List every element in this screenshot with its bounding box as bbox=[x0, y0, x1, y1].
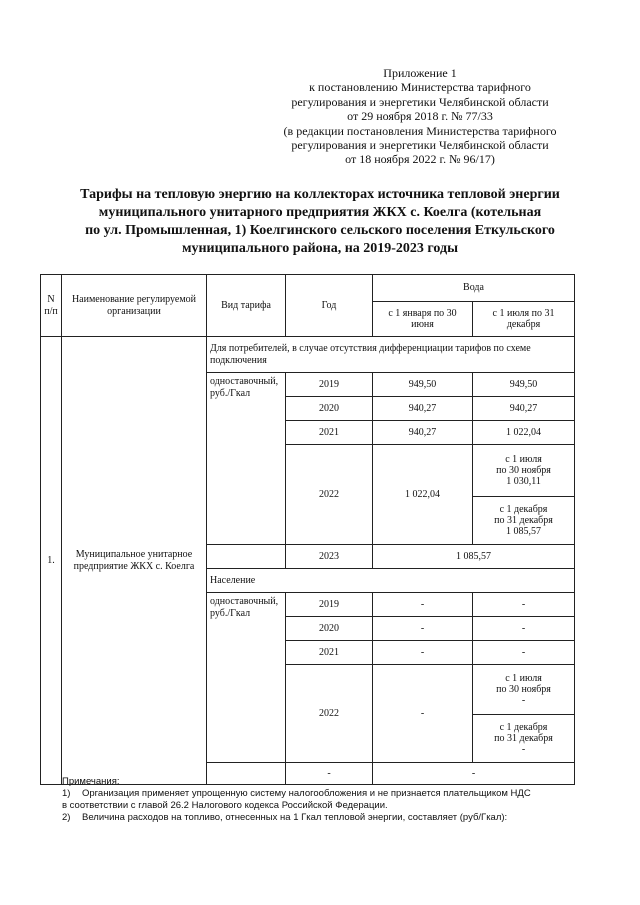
group2-label: Население bbox=[207, 569, 575, 593]
year-cell: 2019 bbox=[286, 373, 373, 397]
row-number: 1. bbox=[41, 337, 62, 785]
subperiod-to: по 31 декабря bbox=[494, 515, 553, 526]
annex-line: к постановлению Министерства тарифного bbox=[309, 80, 531, 95]
subperiod-cell bbox=[473, 715, 575, 763]
value-cell: - bbox=[473, 593, 575, 617]
value-cell: 1 022,04 bbox=[373, 445, 473, 545]
annex-line: регулирования и энергетики Челябинской области bbox=[291, 94, 549, 109]
subperiod-from: с 1 декабря bbox=[499, 504, 548, 515]
year-cell: 2021 bbox=[286, 641, 373, 665]
year-cell: 2023 bbox=[286, 545, 373, 569]
annex-line: от 29 ноября 2018 г. № 77/33 bbox=[347, 109, 493, 124]
note-item bbox=[62, 800, 602, 812]
subperiod-from: с 1 июля bbox=[505, 673, 542, 684]
value-cell: 949,50 bbox=[373, 373, 473, 397]
year-cell: 2022 bbox=[286, 665, 373, 763]
document-title bbox=[20, 186, 620, 258]
header-period-1: с 1 января по 30 июня bbox=[373, 302, 473, 337]
subperiod-value: - bbox=[521, 695, 526, 706]
note-text: Организация применяет упрощенную систему налогообложения и не признается плательщиком НДС bbox=[82, 788, 531, 799]
subperiod-from: с 1 декабря bbox=[499, 722, 548, 733]
subperiod-value: 1 085,57 bbox=[506, 526, 541, 537]
subperiod-value: - bbox=[521, 744, 526, 755]
note-number: 1) bbox=[62, 788, 71, 799]
value-cell: - bbox=[373, 641, 473, 665]
annex-line: Приложение 1 bbox=[383, 66, 457, 80]
organization-name: Муниципальное унитарное предприятие ЖКХ с. Коелга bbox=[62, 337, 207, 785]
annex-line: регулирования и энергетики Челябинской области bbox=[291, 138, 549, 153]
value-cell: 1 022,04 bbox=[473, 421, 575, 445]
subperiod-cell bbox=[473, 445, 575, 497]
note-number: 2) bbox=[62, 812, 71, 823]
subperiod-from: с 1 июля bbox=[505, 454, 542, 465]
subperiod-cell bbox=[473, 665, 575, 715]
year-cell: 2022 bbox=[286, 445, 373, 545]
header-tariff-type: Вид тарифа bbox=[207, 275, 286, 337]
tariff-type-blank bbox=[207, 545, 286, 569]
value-cell: 940,27 bbox=[373, 397, 473, 421]
notes-title: Примечания: bbox=[62, 776, 120, 787]
value-cell: - bbox=[373, 763, 575, 785]
notes bbox=[62, 776, 602, 824]
subperiod-to: по 30 ноября bbox=[496, 684, 551, 695]
subperiod-to: по 30 ноября bbox=[496, 465, 551, 476]
note-text: Величина расходов на топливо, отнесенных на 1 Гкал тепловой энергии, составляет (руб/Гкал): bbox=[82, 812, 508, 823]
title-line: муниципального унитарного предприятия ЖКХ с. Коелга (котельная bbox=[98, 205, 542, 220]
year-cell: - bbox=[286, 763, 373, 785]
header-period-2: с 1 июля по 31 декабря bbox=[473, 302, 575, 337]
group1-tariff-type: одноставочный, руб./Гкал bbox=[207, 373, 286, 545]
subperiod-cell bbox=[473, 497, 575, 545]
group2-tariff-type: одноставочный, руб./Гкал bbox=[207, 593, 286, 763]
year-cell: 2019 bbox=[286, 593, 373, 617]
value-cell: 940,27 bbox=[373, 421, 473, 445]
value-cell: 940,27 bbox=[473, 397, 575, 421]
title-line: по ул. Промышленная, 1) Коелгинского сельского поселения Еткульского bbox=[85, 223, 555, 238]
value-cell: - bbox=[373, 593, 473, 617]
note-item bbox=[62, 812, 602, 824]
header-num: N п/п bbox=[41, 275, 62, 337]
subperiod-to: по 31 декабря bbox=[494, 733, 553, 744]
value-cell: 949,50 bbox=[473, 373, 575, 397]
year-cell: 2020 bbox=[286, 617, 373, 641]
note-text: в соответствии с главой 26.2 Налогового кодекса Российской Федерации. bbox=[62, 800, 388, 811]
value-cell: 1 085,57 bbox=[373, 545, 575, 569]
value-cell: - bbox=[373, 617, 473, 641]
group1-label: Для потребителей, в случае отсутствия дифференциации тарифов по схеме подключения bbox=[207, 337, 575, 373]
title-line: муниципального района, на 2019-2023 годы bbox=[181, 241, 459, 256]
year-cell: 2020 bbox=[286, 397, 373, 421]
title-line: Тарифы на тепловую энергию на коллекторах источника тепловой энергии bbox=[80, 187, 560, 202]
year-cell: 2021 bbox=[286, 421, 373, 445]
value-cell: - bbox=[473, 641, 575, 665]
header-water: Вода bbox=[373, 275, 575, 302]
value-cell: - bbox=[473, 617, 575, 641]
note-item bbox=[62, 788, 602, 800]
tariff-table bbox=[40, 274, 575, 785]
annex-line: (в редакции постановления Министерства тарифного bbox=[283, 123, 557, 138]
header-year: Год bbox=[286, 275, 373, 337]
subperiod-value: 1 030,11 bbox=[506, 476, 541, 487]
header-org: Наименование регулируемой организации bbox=[62, 275, 207, 337]
annex-header bbox=[270, 66, 570, 167]
value-cell: - bbox=[373, 665, 473, 763]
annex-line: от 18 ноября 2022 г. № 96/17) bbox=[345, 152, 495, 167]
